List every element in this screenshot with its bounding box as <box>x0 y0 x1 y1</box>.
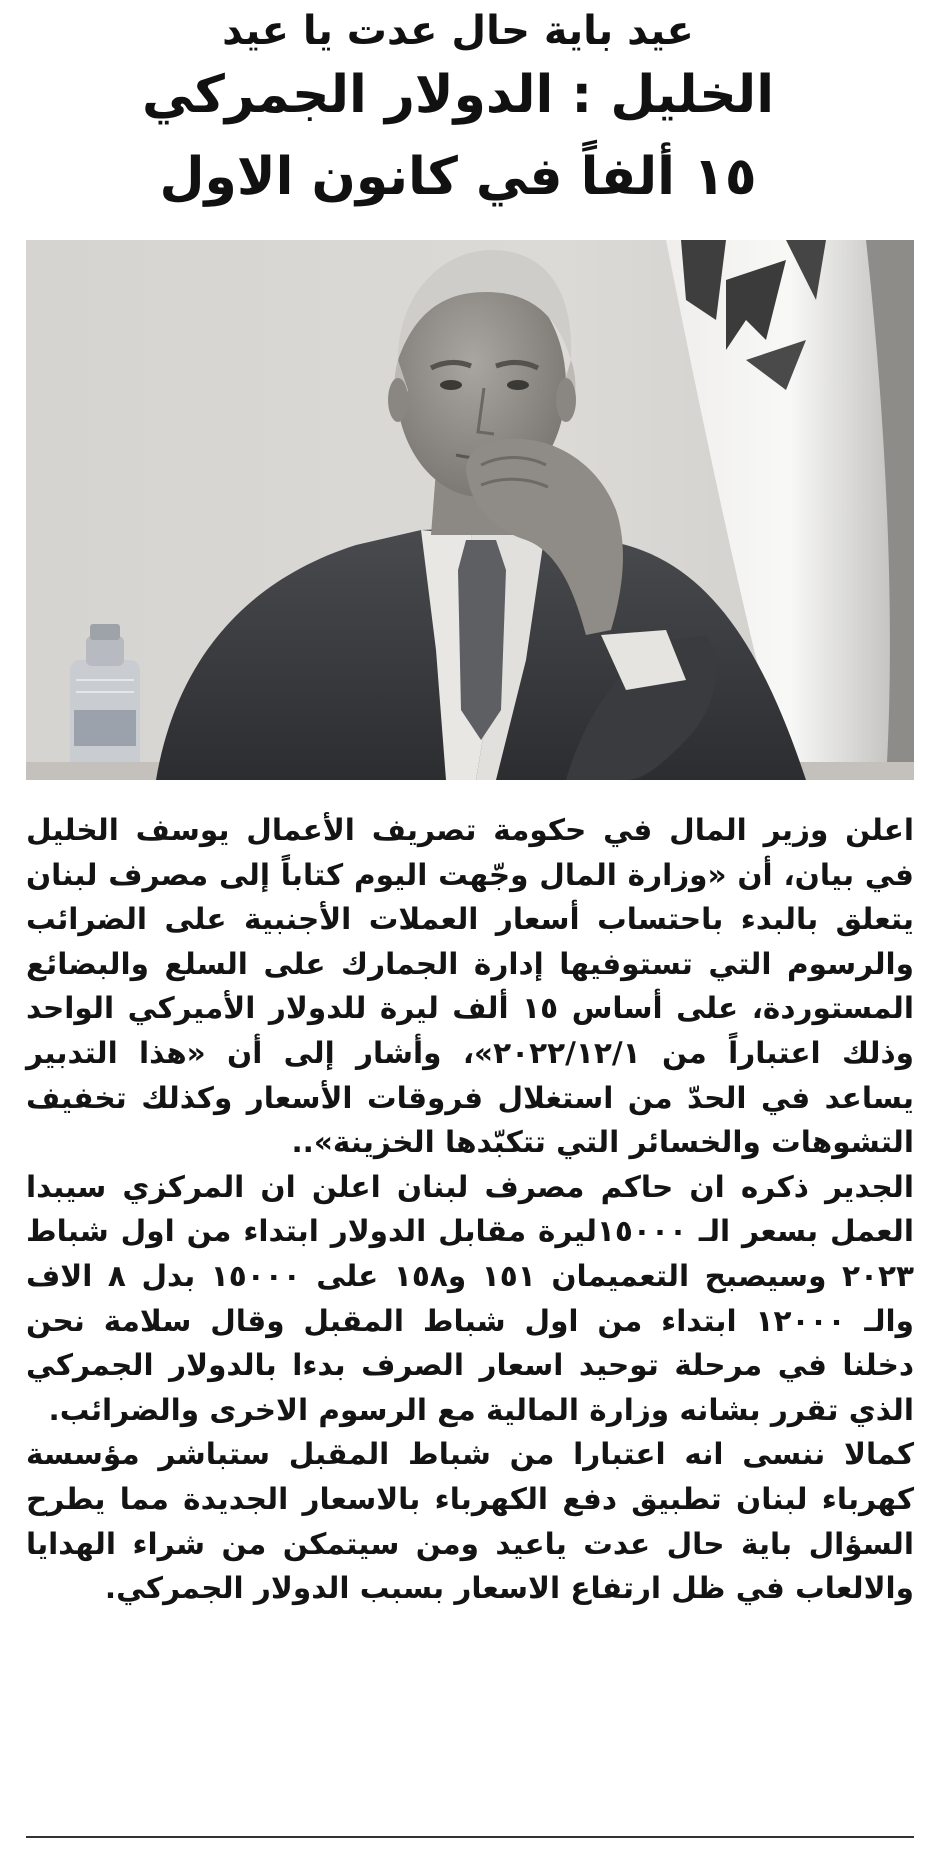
portrait-illustration <box>26 240 914 780</box>
bottom-rule <box>26 1836 914 1838</box>
main-headline-line-1: الخليل : الدولار الجمركي <box>141 65 775 125</box>
article-paragraph-3: كمالا ننسى انه اعتبارا من شباط المقبل ستباشر مؤسسة كهرباء لبنان تطبيق دفع الكهرباء بالاسعار الجديدة مما يطرح السؤال باية حال عدت ياعيد ومن سيتمكن من شراء الهدايا والالعاب في ظل ارتفاع الاسعار بسبب الدولار الجمركي. <box>26 1437 914 1606</box>
article-paragraph-2: الجدير ذكره ان حاكم مصرف لبنان اعلن ان المركزي سيبدا العمل بسعر الـ ١٥٠٠٠ليرة مقابل الدولار ابتداء من اول شباط ٢٠٢٣ وسيصبح التعميمان ١٥١ و١٥٨ على ١٥٠٠٠ بدل ٨ الاف والـ ١٢٠٠٠ ابتداء من اول شباط المقبل وقال سلامة نحن دخلنا في مرحلة توحيد اسعار الصرف بدءا بالدولار الجمركي الذي تقرر بشانه وزارة المالية مع الرسوم الاخرى والضرائب. <box>26 1169 914 1427</box>
kicker-headline: عيد باية حال عدت يا عيد <box>222 8 694 54</box>
minister-portrait-photo <box>26 240 914 780</box>
article-body <box>26 808 914 1611</box>
tie <box>458 540 506 740</box>
main-headline-line-2: ١٥ ألفاً في كانون الاول <box>159 147 757 207</box>
article-paragraph-1: اعلن وزير المال في حكومة تصريف الأعمال يوسف الخليل في بيان، أن «وزارة المال وجّهت اليوم كتاباً إلى مصرف لبنان يتعلق بالبدء باحتساب أسعار العملات الأجنبية على الضرائب والرسوم التي تستوفيها إدارة الجمارك على السلع والبضائع المستوردة، على أساس ١٥ ألف ليرة للدولار الأميركي الواحد وذلك اعتباراً من ٢٠٢٢/١٢/١»، وأشار إلى أن «هذا التدبير يساعد في الحدّ من استغلال فروقات الأسعار وكذلك تخفيف التشوهات والخسائر التي تتكبّدها الخزينة».. <box>26 813 914 1160</box>
